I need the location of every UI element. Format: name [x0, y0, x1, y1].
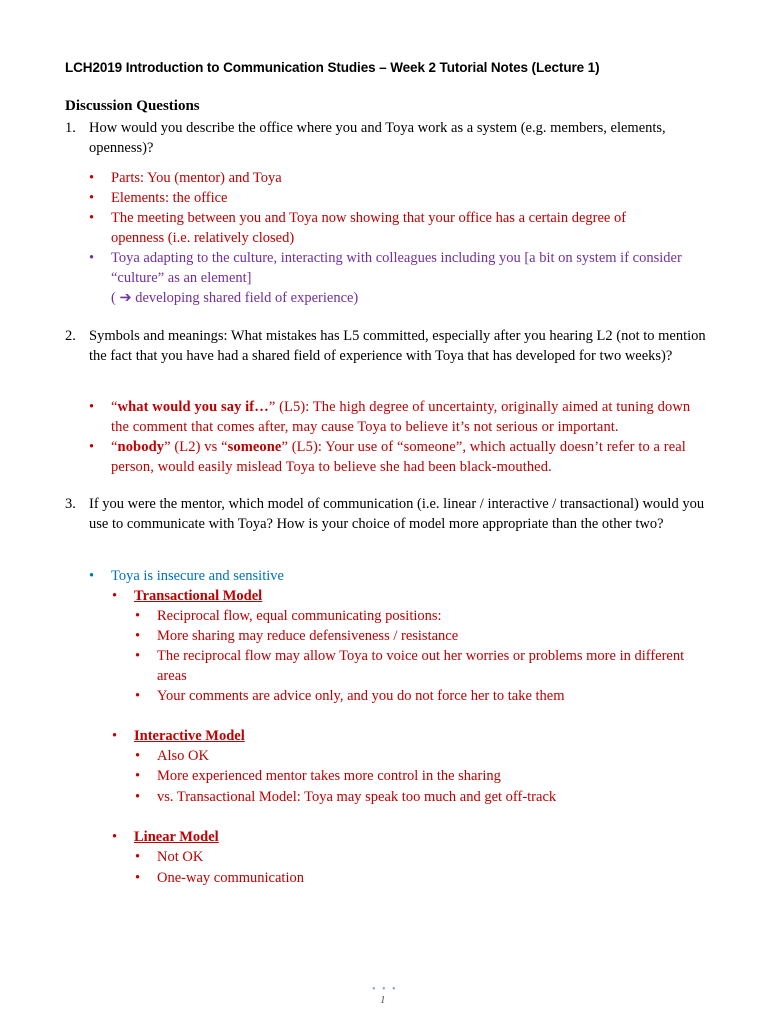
list-item: • Also OK	[135, 748, 209, 764]
bullet-icon: •	[89, 439, 95, 455]
bullet-icon: •	[135, 870, 141, 886]
question-text: Symbols and meanings: What mistakes has L5 committed, especially after you hearing L2 (not to mention the fact that you have had a shared field of experience with Toya that has developed for two weeks)?	[89, 328, 706, 364]
bullet-icon: •	[135, 748, 141, 764]
bullet-icon: •	[135, 628, 141, 644]
list-item: • Toya is insecure and sensitive	[89, 568, 284, 584]
bold-text: what would you say if…	[117, 399, 269, 415]
bullet-icon: •	[89, 210, 95, 226]
bold-text: someone	[227, 439, 282, 455]
list-item: • Parts: You (mentor) and Toya	[89, 170, 282, 186]
page-number: 1	[380, 994, 386, 1006]
question-1	[65, 118, 715, 158]
bullet-icon: •	[89, 399, 95, 415]
model-heading: • Interactive Model	[112, 728, 245, 744]
bullet-icon: •	[135, 608, 141, 624]
arrow-icon: ( ➔ developing shared field of experience)	[111, 290, 359, 306]
list-item: • vs. Transactional Model: Toya may speak too much and get off-track	[135, 789, 557, 805]
question-number: 2.	[65, 328, 76, 344]
document-header: LCH2019 Introduction to Communication Studies – Week 2 Tutorial Notes (Lecture 1)	[65, 60, 600, 75]
question-text: How would you describe the office where you and Toya work as a system (e.g. members, elements, openness)?	[89, 120, 666, 156]
bullet-icon: •	[89, 250, 95, 266]
question-3	[65, 494, 715, 534]
bullet-icon: •	[112, 728, 118, 744]
list-item-continuation	[111, 288, 686, 308]
bullet-icon: •	[112, 829, 118, 845]
bullet-icon: •	[89, 170, 95, 186]
bullet-icon: •	[135, 789, 141, 805]
bold-text: nobody	[117, 439, 165, 455]
bullet-icon: •	[135, 688, 141, 704]
list-item: • Toya adapting to the culture, interacting with colleagues including you [a bit on system if consider “culture” as an element]	[89, 250, 682, 286]
model-heading: • Transactional Model	[112, 588, 263, 604]
list-item: • More sharing may reduce defensiveness / resistance	[135, 628, 459, 644]
question-text: If you were the mentor, which model of communication (i.e. linear / interactive / transactional) would you use to communicate with Toya? How is your choice of model more appropriate than the other two?	[89, 496, 705, 532]
list-item: • The reciprocal flow may allow Toya to voice out her worries or problems more in different areas	[135, 648, 685, 684]
list-item: • Reciprocal flow, equal communicating positions:	[135, 608, 442, 624]
bullet-icon: •	[135, 768, 141, 784]
footer-dots-icon: • • •	[372, 984, 398, 995]
bullet-icon: •	[135, 648, 141, 664]
section-heading: Discussion Questions	[65, 98, 200, 114]
model-heading: • Linear Model	[112, 829, 219, 845]
question-2	[65, 326, 715, 366]
list-item: • “nobody” (L2) vs “someone” (L5): Your use of “someone”, which actually doesn’t refer to a real person, would easily mislead Toya to believe she had been black-mouthed.	[89, 439, 686, 475]
bullet-icon: •	[112, 588, 118, 604]
question-number: 3.	[65, 496, 76, 512]
list-item: • One-way communication	[135, 870, 304, 886]
bullet-icon: •	[135, 849, 141, 865]
list-item: • Elements: the office	[89, 190, 228, 206]
list-item: • The meeting between you and Toya now showing that your office has a certain degree of openness (i.e. relatively closed)	[89, 210, 627, 246]
list-item: • Not OK	[135, 849, 204, 865]
list-item: • “what would you say if…” (L5): The high degree of uncertainty, originally aimed at tuning down the comment that comes after, may cause Toya to believe it’s not serious or important.	[89, 399, 691, 435]
list-item: • More experienced mentor takes more control in the sharing	[135, 768, 501, 784]
question-number: 1.	[65, 120, 76, 136]
bullet-icon: •	[89, 568, 95, 584]
list-item: • Your comments are advice only, and you do not force her to take them	[135, 688, 565, 704]
bullet-icon: •	[89, 190, 95, 206]
